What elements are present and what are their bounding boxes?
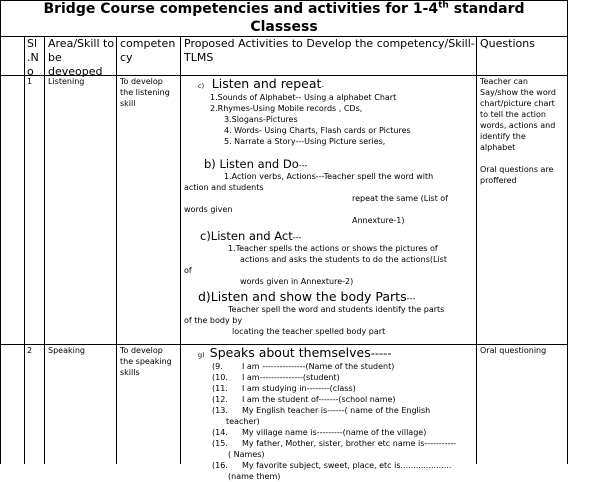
header-activities-2: TLMS [184,51,214,64]
speak-item [184,427,474,438]
listen-act-line-2: actions and asks the students to do the actions(List [240,255,447,264]
listen-do-line-4: words given [184,205,233,214]
body-parts-title: d)Listen and show the body Parts [198,289,407,304]
header-area-2: be [48,51,62,64]
header-area [48,37,116,79]
listen-repeat-heading [184,76,474,92]
row2-slno: 2 [27,346,33,355]
row1-competency-1: To develop [120,77,163,86]
listen-repeat-dash: - [321,82,324,90]
col-divider-2 [44,36,45,464]
row1-competency [120,76,180,109]
speak-item [184,438,474,449]
row1-competency-3: skill [120,99,136,108]
header-area-1: Area/Skill to [48,37,115,50]
row1-question-line-2: Say/show the word [480,88,556,97]
row2-area: Speaking [48,346,85,355]
row1-area: Listening [48,77,85,86]
listen-act-heading [184,229,474,243]
speaks-dash: ----- [370,346,392,360]
speak-item [184,405,474,416]
speak-item [184,460,474,471]
speak-item-cont [184,471,474,482]
listen-do-line-3: repeat the same (List of [352,194,448,203]
speak-item-cont [184,416,474,427]
listen-do-line-5: Annexture-1) [352,216,405,225]
listen-repeat-item-1: 1.Sounds of Alphabet-- Using a alphabet Chart [210,93,397,102]
body-parts-dash: --- [406,294,416,303]
listen-repeat-item-3: 3.Slogans-Pictures [224,115,298,124]
col-divider-5 [476,36,477,464]
speak-item-text: My English teacher is------( name of the English [242,406,431,415]
listen-do-line-1: 1.Action verbs, Actions---Teacher spell the word with [224,172,434,181]
row1-question-line-3: chart/picture chart [480,99,555,108]
speaks-title: Speaks about themselves [209,345,371,360]
speak-item-text: teacher) [226,417,260,426]
row1-activities [184,76,474,337]
listen-repeat-item-5: 5. Narrate a Story---Using Picture series, [224,137,386,146]
body-parts-line-1: Teacher spell the word and students identify the parts [228,305,445,314]
body-parts-heading [184,289,474,304]
speak-item-num: (14. [212,428,228,437]
speak-item-text: ( Names) [228,450,265,459]
listen-do-line-2: action and students [184,183,264,192]
speak-item-text: My favorite subject, sweet, place, etc is.................... [242,461,452,470]
speak-item-text: I am studying in--------(class) [242,384,356,393]
speak-item-text: My father, Mother, sister, brother etc name is----------- [242,439,457,448]
speak-item-cont [184,449,474,460]
header-slno [27,37,45,79]
speak-item-text: My village name is---------(name of the village) [242,428,427,437]
col-divider-1 [24,36,25,464]
body-parts-line-3: locating the teacher spelled body part [232,327,386,336]
speak-item-text: I am---------------(student) [242,373,340,382]
speak-item-num: (11. [212,384,228,393]
row1-question-line-9: Oral questions are [480,165,554,174]
title-sup: th [438,0,449,11]
speak-item [184,394,474,405]
listen-repeat-label: c) [198,82,205,90]
row1-question-line-5: words, actions and [480,121,556,130]
speak-item-text: (name them) [228,472,281,481]
row1-question-line-8 [480,153,568,164]
row1-question-line-6: identify the [480,132,526,141]
speaks-label: g) [198,351,205,359]
speaks-heading [184,345,474,361]
header-competency [120,37,180,65]
listen-act-title: c)Listen and Act [200,229,293,243]
page-title [0,0,568,36]
speak-item-num: (16. [212,461,228,470]
speak-item [184,383,474,394]
title-line1-post: standard [448,1,525,17]
listen-act-dash: --- [292,233,302,242]
listen-act-line-1: 1.Teacher spells the actions or shows the pictures of [228,244,438,253]
row2-competency-3: skills [120,368,140,377]
speak-item-text: I am the student of-------(school name) [242,395,396,404]
header-competency-1: competen [120,37,176,50]
listen-act-line-3: of [184,266,192,275]
body-parts-line-2: of the body by [184,316,243,325]
listen-do-heading [184,157,474,171]
col-divider-3 [116,36,117,464]
col-divider-4 [180,36,181,464]
speak-item-num: (10. [212,373,228,382]
header-area-3: deveoped [48,65,103,78]
title-line1-pre: Bridge Course competencies and activities for 1-4 [43,1,439,17]
speak-item [184,372,474,383]
row1-questions [480,76,568,186]
row1-question-line-4: to tell the action [480,110,546,119]
row2-competency [120,345,180,378]
row1-competency-2: the listening [120,88,170,97]
header-activities-1: Proposed Activities to Develop the competency/Skill- [184,37,475,50]
header-activities [184,37,476,65]
listen-repeat-item-2: 2.Rhymes-Using Mobile records , CDs, [210,104,363,113]
listen-act-line-4: words given in Annexture-2) [240,277,354,286]
speak-item-num: (12. [212,395,228,404]
header-slno-1: Sl [27,37,38,50]
header-questions: Questions [480,37,535,50]
row1-question-line-7: alphabet [480,143,516,152]
row2-questions: Oral questioning [480,346,547,355]
header-slno-2: .N [27,51,39,64]
listen-repeat-title: Listen and repeat [211,76,322,91]
title-line2: Classess [250,19,318,35]
row1-question-line-1: Teacher can [480,77,528,86]
speak-item-num: (13. [212,406,228,415]
listen-repeat-item-4: 4. Words- Using Charts, Flash cards or Pictures [224,126,411,135]
speak-item-text: I am ---------------(Name of the student) [242,362,395,371]
listen-do-dash: --- [298,161,308,170]
row1-question-line-10: proffered [480,176,517,185]
row2-competency-2: the speaking [120,357,172,366]
listen-do-title: b) Listen and Do [204,157,299,171]
speak-item-num: (9. [212,362,223,371]
speak-item-num: (15. [212,439,228,448]
row2-competency-1: To develop [120,346,163,355]
speak-item [184,361,474,372]
header-slno-3: o [27,65,34,78]
header-competency-2: cy [120,51,133,64]
row1-slno: 1 [27,77,33,86]
row2-activities [184,345,474,482]
